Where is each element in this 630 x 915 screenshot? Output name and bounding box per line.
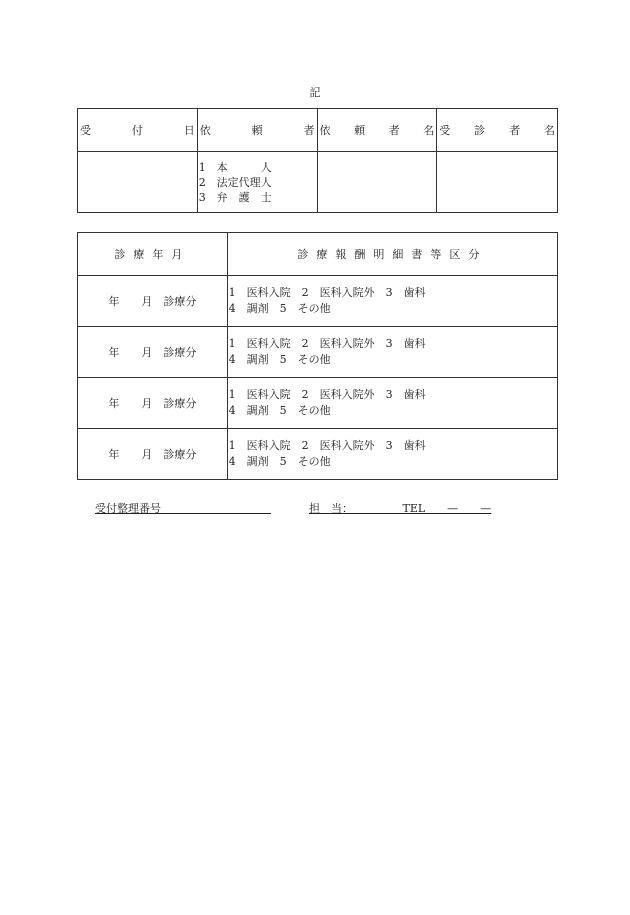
header-treatment-month: 診療年月 — [78, 233, 228, 276]
treatment-month-field[interactable]: 年 月 診療分 — [78, 276, 228, 327]
statement-category-options[interactable]: 1 医科入院 2 医科入院外 3 歯科 4 調剤 5 その他 — [227, 327, 557, 378]
requester-name-field[interactable] — [317, 152, 437, 213]
medical-table — [77, 232, 558, 480]
document-title: 記 — [309, 86, 321, 99]
staff-contact-label: 担 当： TEL — — — [309, 502, 492, 515]
requester-option-lawyer[interactable]: 3 弁 護 士 — [198, 190, 272, 204]
medical-table-row — [78, 429, 558, 480]
staff-contact-field[interactable] — [302, 487, 491, 516]
treatment-month-field[interactable]: 年 月 診療分 — [78, 378, 228, 429]
patient-name-field[interactable] — [437, 152, 558, 213]
treatment-month-field[interactable]: 年 月 診療分 — [78, 327, 228, 378]
request-table-header-row — [78, 109, 558, 152]
receipt-number-label: 受付整理番号 — [95, 502, 161, 515]
receipt-number-field[interactable] — [88, 487, 271, 516]
statement-category-options[interactable]: 1 医科入院 2 医科入院外 3 歯科 4 調剤 5 その他 — [227, 378, 557, 429]
header-patient-name: 受 診 者 名 — [437, 109, 558, 152]
request-table-input-row — [78, 152, 558, 213]
statement-category-options[interactable]: 1 医科入院 2 医科入院外 3 歯科 4 調剤 5 その他 — [227, 429, 557, 480]
header-reception-date: 受 付 日 — [78, 109, 198, 152]
requester-option-legal-representative[interactable]: 2 法定代理人 — [198, 175, 272, 189]
header-statement-category: 診療報酬明細書等区分 — [227, 233, 557, 276]
header-requester: 依 頼 者 — [197, 109, 317, 152]
medical-table-row — [78, 276, 558, 327]
requester-option-self[interactable]: 1 本 人 — [198, 160, 272, 174]
reception-date-field[interactable] — [78, 152, 198, 213]
request-table — [77, 108, 558, 213]
medical-table-header-row — [78, 233, 558, 276]
medical-table-row — [78, 378, 558, 429]
statement-category-options[interactable]: 1 医科入院 2 医科入院外 3 歯科 4 調剤 5 その他 — [227, 276, 557, 327]
header-requester-name: 依 頼 者 名 — [317, 109, 437, 152]
requester-options-cell — [197, 152, 317, 213]
medical-table-row — [78, 327, 558, 378]
treatment-month-field[interactable]: 年 月 診療分 — [78, 429, 228, 480]
